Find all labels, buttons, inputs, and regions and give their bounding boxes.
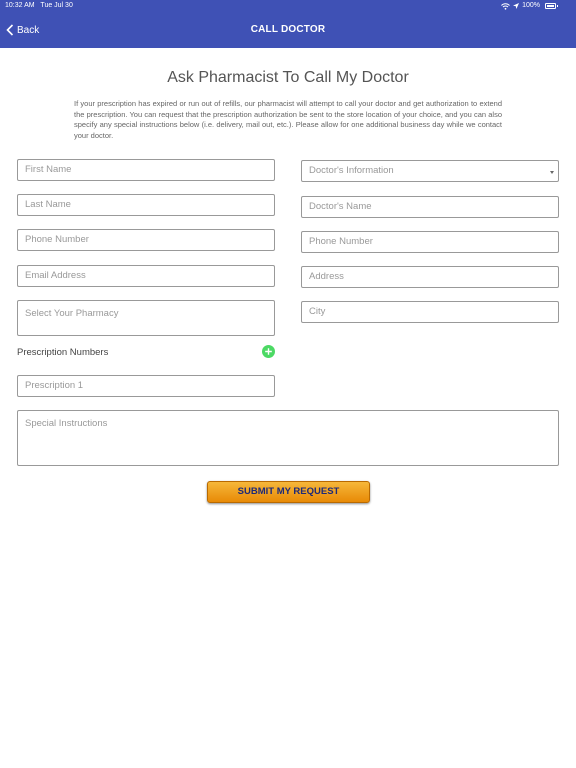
first-name-input[interactable]: First Name: [17, 159, 275, 181]
intro-text: If your prescription has expired or run out of refills, our pharmacist will attempt to call your doctor and get authorization to extend the prescription. You can request that the prescription authorization be sent to the store location of your choice, and you can also specify any special instructions below (i.e. delivery, mail out, etc.). Please allow for one additional business day while we contact your doctor.: [74, 99, 502, 140]
status-bar: [0, 0, 576, 12]
doctor-address-input[interactable]: Address: [301, 266, 559, 288]
nav-bar: [0, 12, 576, 48]
prescription-input[interactable]: Prescription 1: [17, 375, 275, 397]
location-icon: [513, 3, 519, 9]
status-icons: [501, 0, 556, 12]
email-input[interactable]: Email Address: [17, 265, 275, 287]
back-label: Back: [17, 24, 40, 36]
wifi-icon: [501, 3, 510, 10]
plus-icon: [262, 345, 275, 358]
doctor-info-label: Doctor's Information: [309, 165, 394, 176]
doctor-city-input[interactable]: City: [301, 301, 559, 323]
status-time: 10:32 AM Tue Jul 30: [5, 2, 73, 9]
add-prescription-button[interactable]: [262, 345, 275, 358]
doctor-info-select[interactable]: [301, 160, 559, 182]
page-title: CALL DOCTOR: [250, 24, 326, 35]
submit-request-button[interactable]: SUBMIT MY REQUEST: [207, 481, 370, 503]
doctor-phone-input[interactable]: Phone Number: [301, 231, 559, 253]
patient-phone-input[interactable]: Phone Number: [17, 229, 275, 251]
doctor-name-input[interactable]: Doctor's Name: [301, 196, 559, 218]
battery-percent: 100%: [522, 2, 540, 9]
form-heading: Ask Pharmacist To Call My Doctor: [167, 69, 409, 86]
last-name-input[interactable]: Last Name: [17, 194, 275, 216]
prescription-numbers-label: Prescription Numbers: [17, 347, 109, 358]
pharmacy-select[interactable]: Select Your Pharmacy: [17, 300, 275, 336]
battery-icon: [545, 3, 556, 9]
special-instructions-textarea[interactable]: Special Instructions: [17, 410, 559, 466]
caret-down-icon: [550, 171, 554, 174]
